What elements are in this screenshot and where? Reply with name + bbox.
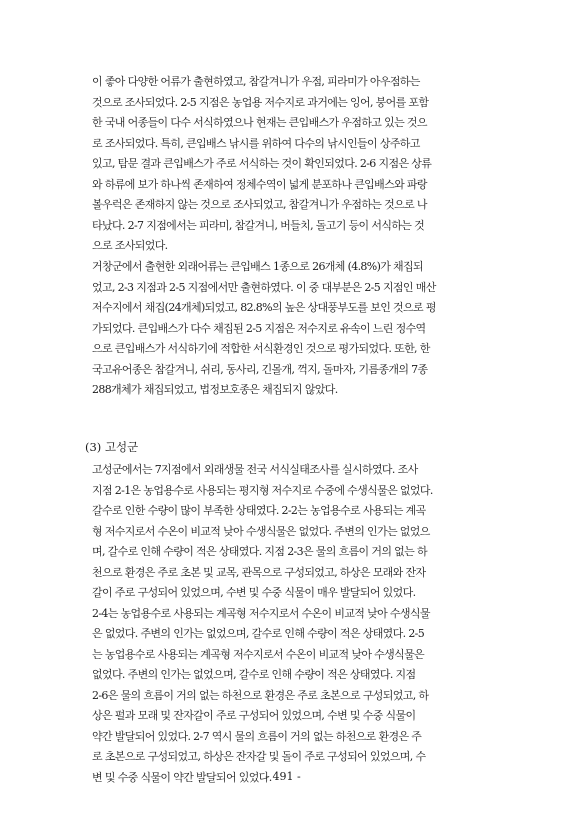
text-line: 볼우럭은 존재하지 않는 것으로 조사되었고, 참갈겨니가 우점하는 것으로 나 [92, 198, 427, 211]
text-line: 며, 갈수로 인해 수량이 적은 상태였다. 지점 2-3은 물의 흐름이 거의 없는 하 [92, 545, 427, 558]
text-line: 한 국내 어종들이 다수 서식하였으나 현재는 큰입배스가 우점하고 있는 것으 [92, 116, 427, 129]
text-line: 변 및 수중 식물이 약간 발달되어 있었다. [92, 770, 272, 784]
text-line: 천으로 환경은 주로 초본 및 교목, 관목으로 구성되었고, 하상은 모래와 잔자 [92, 565, 426, 579]
text-line: 2-6은 물의 흐름이 거의 없는 하천으로 환경은 주로 초본으로 구성되었고, 하 [92, 688, 429, 702]
text-line: 거창군에서 출현한 외래어류는 큰입배스 1종으로 26개체 (4.8%)가 채집되 [92, 260, 423, 273]
text-line: 있고, 탐문 결과 큰입배스가 주로 서식하는 것이 확인되었다. 2-6 지점은 상류 [92, 157, 432, 170]
text-line: 로 초본으로 구성되었고, 하상은 잔자갈 및 돌이 주로 구성되어 있었으며, 수 [92, 750, 426, 763]
text-line: 타났다. 2-7 지점에서는 피라미, 참갈겨니, 버들치, 돌고기 등이 서식하는 것 [92, 218, 425, 232]
text-line: 로 조사되었다. 특히, 큰입배스 낚시를 위하여 다수의 낚시인들이 상주하고 [92, 136, 420, 150]
text-line: 가되었다. 큰입배스가 다수 채집된 2-5 지점은 저수지로 유속이 느린 정수역 [92, 321, 426, 335]
text-line: 없었다. 주변의 인가는 없었으며, 갈수로 인해 수량이 적은 상태였다. 지점 [92, 668, 416, 681]
text-line: 은 없었다. 주변의 인가는 없었으며, 갈수로 인해 수량이 적은 상태였다. 2-5 [92, 627, 425, 640]
paragraph-geochang-invasive-fish [92, 257, 496, 401]
text-line: 288개체가 채집되었고, 법정보호종은 채집되지 않았다. [92, 383, 338, 396]
text-line: 었고, 2-3 지점과 2-5 지점에서만 출현하였다. 이 중 대부분은 2-5 지점인 매산 [92, 280, 436, 294]
text-line: 는 농업용수로 사용되는 계곡형 저수지로서 수온이 비교적 낮아 수생식물은 [92, 647, 425, 661]
text-line: 갈이 주로 구성되어 있었으며, 수변 및 수중 식물이 매우 발달되어 있었다. [92, 586, 416, 599]
paragraph-goseong-survey [92, 460, 496, 788]
text-line: 와 하류에 보가 하나씩 존재하여 정체수역이 넓게 분포하나 큰입배스와 파랑 [92, 177, 427, 191]
text-line: 으로 큰입배스가 서식하기에 적합한 서식환경인 것으로 평가되었다. 또한, 한 [92, 342, 430, 355]
page-number: - 491 - [265, 770, 301, 783]
text-line: 2-4는 농업용수로 사용되는 계곡형 저수지로서 수온이 비교적 낮아 수생식물 [92, 606, 430, 620]
text-line: 것으로 조사되었다. 2-5 지점은 농업용 저수지로 과거에는 잉어, 붕어를 포함 [92, 95, 429, 109]
text-line: 형 저수지로서 수온이 비교적 낮아 수생식물은 없었다. 주변의 인가는 없었으 [92, 524, 430, 538]
text-line: 고성군에서는 7지점에서 외래생물 전국 서식실태조사를 실시하였다. 조사 [92, 463, 418, 476]
text-line: 저수지에서 채집(24개체)되었고, 82.8%의 높은 상대풍부도를 보인 것으로 평 [92, 301, 436, 314]
text-line: 상은 펄과 모래 및 잔자갈이 주로 구성되어 있었으며, 수변 및 수중 식물이 [92, 709, 416, 722]
text-line: 약간 발달되어 있었다. 2-7 역시 물의 흐름이 거의 없는 하천으로 환경은 주 [92, 729, 422, 743]
text-line: 국고유어종은 참갈겨니, 쉬리, 동사리, 긴몰개, 꺽지, 돌마자, 기름종개의 7종 [92, 362, 428, 376]
text-line: 지점 2-1은 농업용수로 사용되는 평지형 저수지로 수중에 수생식물은 없었다. [92, 483, 433, 497]
section-heading: (3) 고성군 [85, 440, 139, 454]
paragraph-geochang-sites [92, 72, 496, 257]
text-line: 으로 조사되었다. [92, 239, 168, 252]
text-line: 이 좋아 다양한 어류가 출현하였고, 참갈겨니가 우점, 피라미가 아우점하는 [92, 75, 420, 88]
text-line: 갈수로 인한 수량이 많이 부족한 상태였다. 2-2는 농업용수로 사용되는 계곡 [92, 504, 426, 517]
